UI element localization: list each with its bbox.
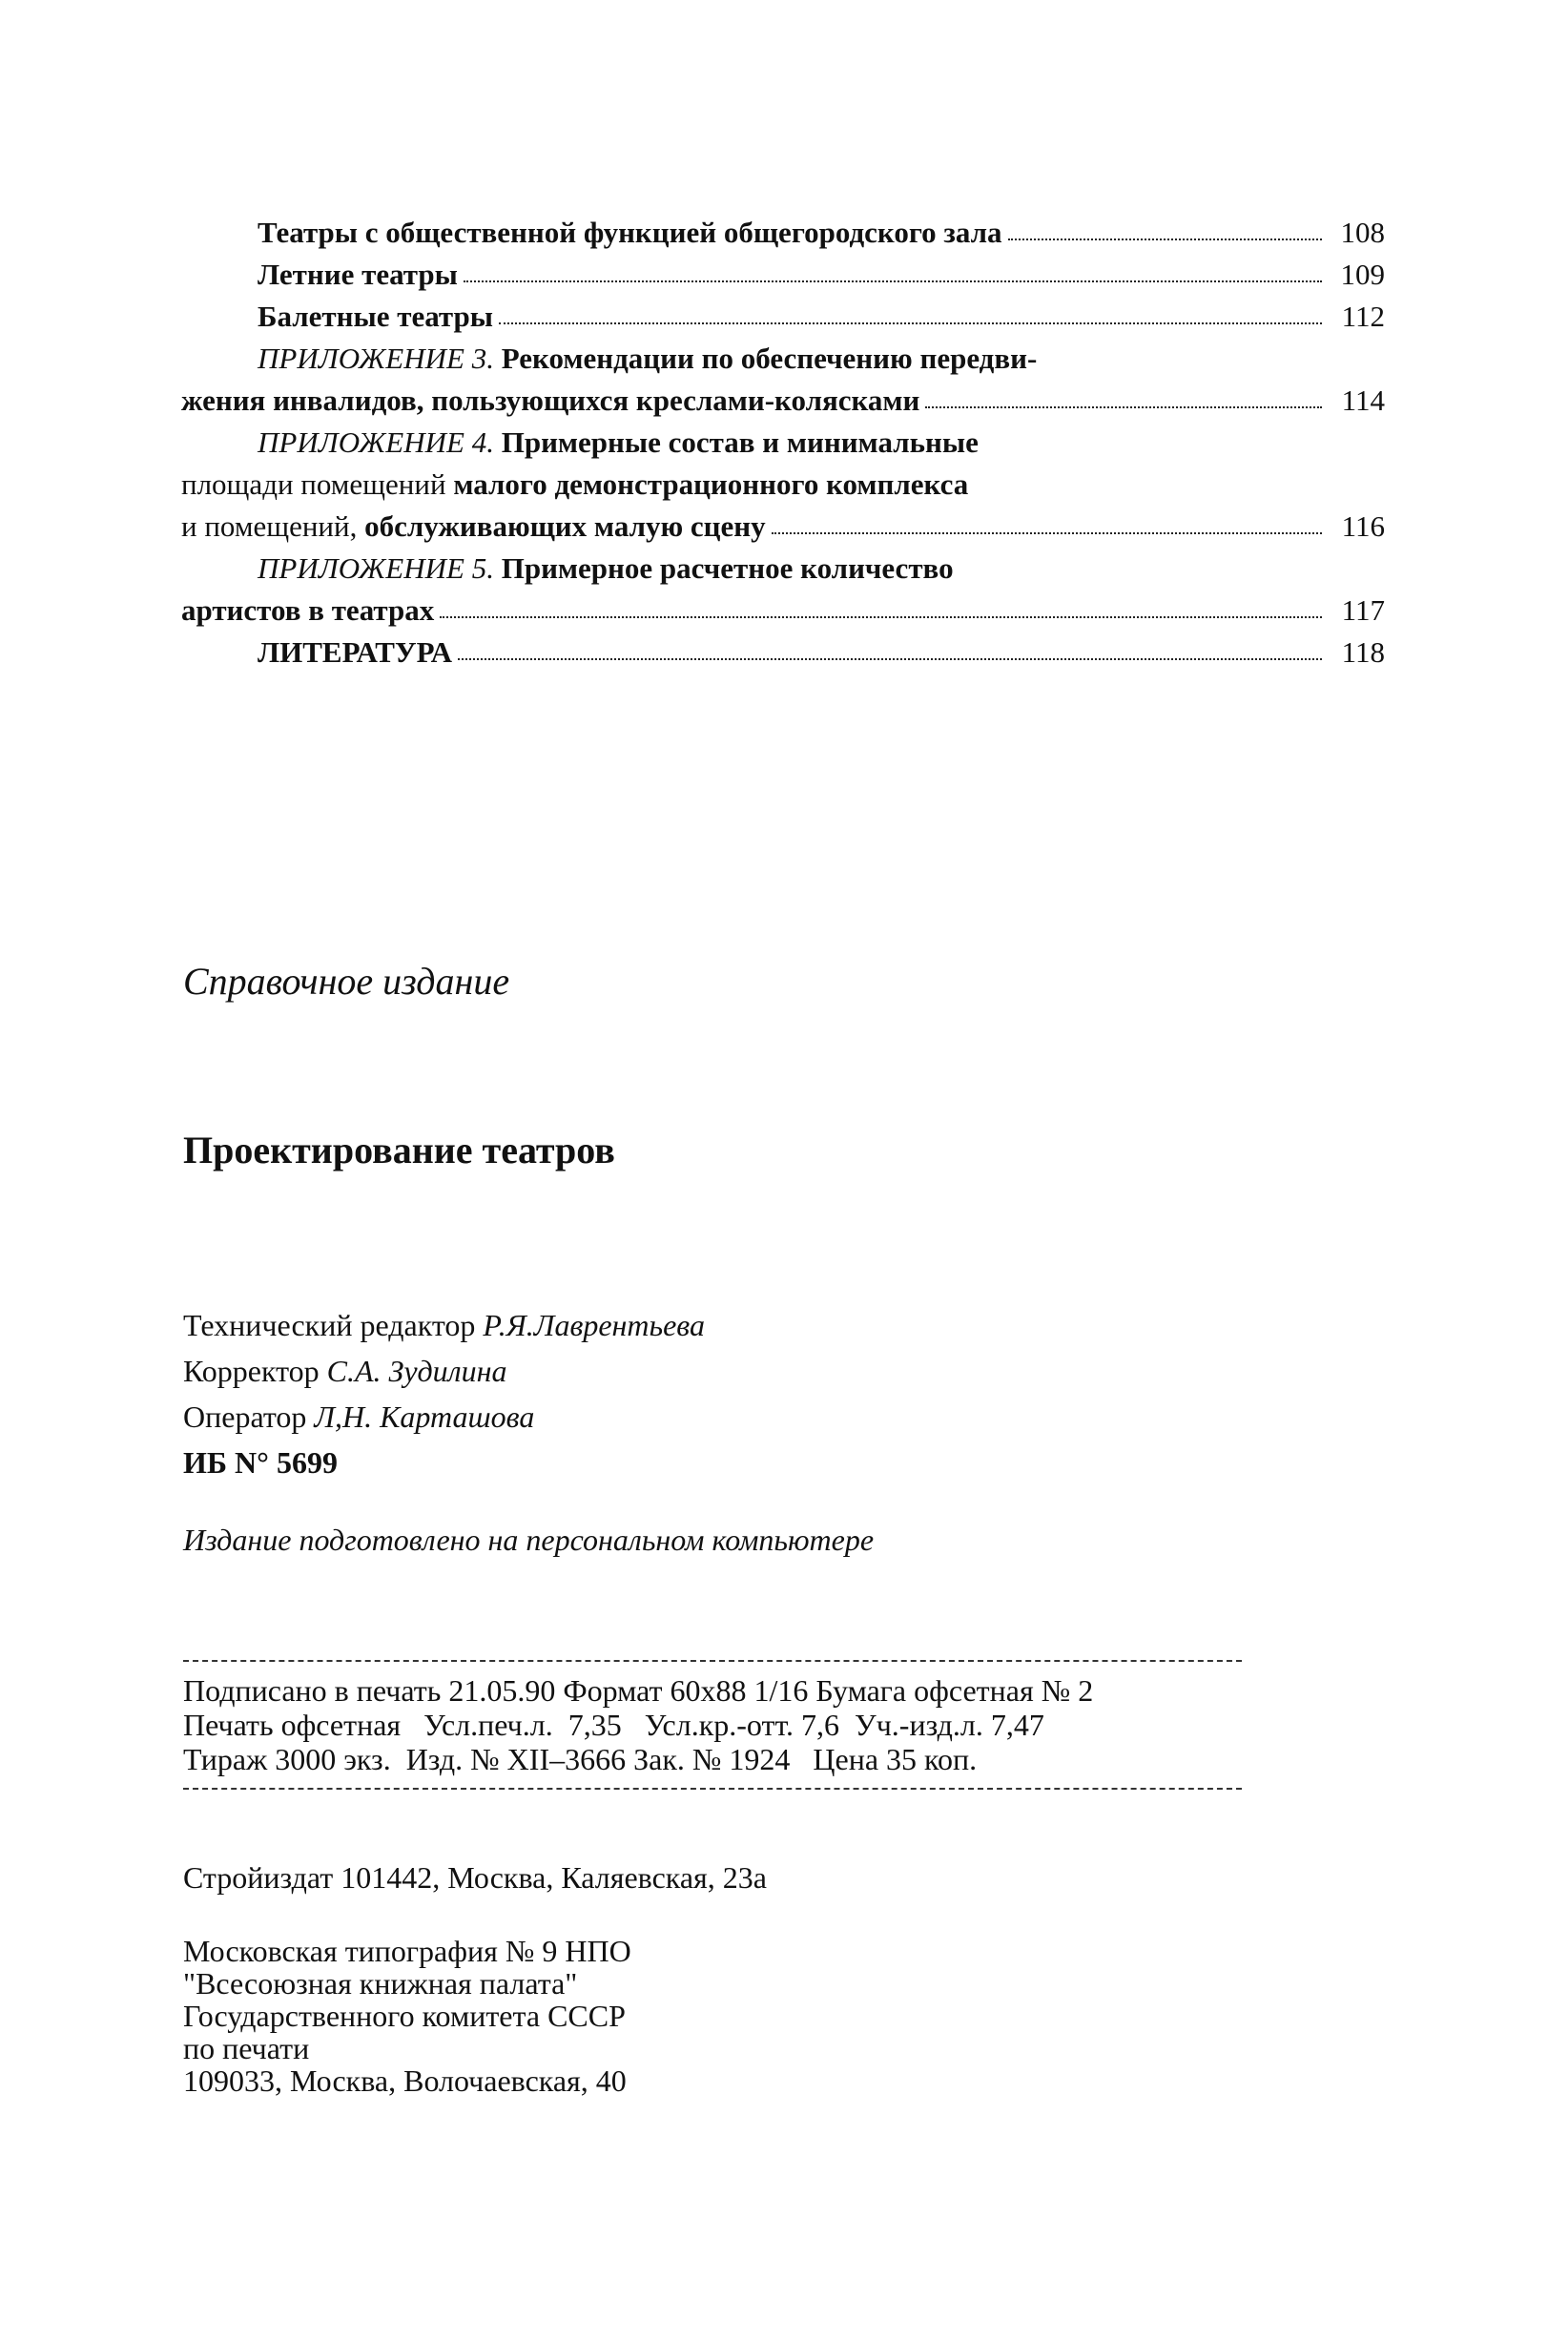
toc-entry-title: жения инвалидов, пользующихся креслами-колясками — [181, 384, 920, 417]
editorial-staff — [183, 1302, 705, 1485]
imprint-line: Печать офсетная Усл.печ.л. 7,35 Усл.кр.-отт. 7,6 Уч.-изд.л. 7,47 — [183, 1708, 1044, 1742]
toc-entry-title: Рекомендации по обеспечению передви- — [501, 342, 1038, 375]
toc-page-number: 117 — [1341, 593, 1385, 627]
appendix-label: ПРИЛОЖЕНИЕ 3. — [258, 342, 494, 375]
tech-editor-line — [183, 1302, 705, 1348]
leader-dots — [440, 616, 1322, 618]
toc-row — [181, 254, 1385, 296]
dashed-divider — [183, 1788, 1242, 1790]
toc-entry-title: ЛИТЕРАТУРА — [258, 635, 452, 669]
print-imprint — [183, 1660, 1242, 1790]
imprint-line: Подписано в печать 21.05.90 Формат 60х88 1/16 Бумага офсетная № 2 — [183, 1673, 1094, 1708]
toc-row — [181, 212, 1385, 254]
leader-dots — [458, 658, 1322, 660]
book-title: Проектирование театров — [183, 1129, 615, 1172]
reference-edition-label: Справочное издание — [183, 960, 510, 1003]
pc-prepared-note: Издание подготовлено на персональном компьютере — [183, 1523, 875, 1557]
person-name: Р.Я.Лаврентьева — [483, 1308, 705, 1342]
imprint-line: Тираж 3000 экз. Изд. № XII–3666 Зак. № 1924 Цена 35 коп. — [183, 1742, 978, 1776]
toc-page-number: 112 — [1341, 300, 1385, 333]
leader-dots — [772, 532, 1322, 534]
table-of-contents — [181, 212, 1385, 674]
toc-row — [181, 632, 1385, 674]
leader-dots — [1008, 238, 1322, 240]
toc-row — [181, 548, 1385, 590]
ib-number: ИБ N° 5699 — [183, 1445, 338, 1480]
toc-row — [181, 380, 1385, 422]
corrector-line — [183, 1348, 705, 1394]
toc-page-number: 108 — [1340, 216, 1385, 249]
toc-entry-title: Примерные состав и минимальные — [501, 425, 979, 459]
toc-entry-title: малого демонстрационного комплекса — [453, 467, 969, 501]
toc-row — [181, 338, 1385, 380]
toc-page-number: 109 — [1340, 258, 1385, 291]
toc-entry-title: Примерное расчетное количество — [501, 551, 954, 585]
printer-line: Московская типография № 9 НПО — [183, 1934, 631, 1968]
toc-entry-title: Летние театры — [258, 258, 458, 291]
role-label: Технический редактор — [183, 1308, 476, 1342]
printer-line: Государственного комитета СССР — [183, 1999, 626, 2033]
toc-entry-title: и помещений, — [181, 509, 358, 543]
printer-line: "Всесоюзная книжная палата" — [183, 1966, 578, 2001]
dashed-divider — [183, 1660, 1242, 1662]
toc-entry-title: площади помещений — [181, 467, 446, 501]
printer-line: 109033, Москва, Волочаевская, 40 — [183, 2063, 627, 2098]
appendix-label: ПРИЛОЖЕНИЕ 5. — [258, 551, 494, 585]
appendix-label: ПРИЛОЖЕНИЕ 4. — [258, 425, 494, 459]
publisher-address: Стройиздат 101442, Москва, Каляевская, 23а — [183, 1860, 767, 1895]
toc-page-number: 114 — [1341, 384, 1385, 417]
toc-row — [181, 590, 1385, 632]
toc-entry-title: артистов в театрах — [181, 593, 435, 627]
toc-entry-title: Балетные театры — [258, 300, 493, 333]
person-name: Л,Н. Карташова — [314, 1400, 535, 1434]
leader-dots — [925, 406, 1322, 408]
role-label: Корректор — [183, 1354, 320, 1388]
leader-dots — [464, 280, 1322, 282]
toc-row — [181, 464, 1385, 506]
toc-entry-title: обслуживающих малую сцену — [364, 509, 766, 543]
toc-row — [181, 422, 1385, 464]
person-name: С.А. Зудилина — [326, 1354, 507, 1388]
leader-dots — [499, 322, 1322, 324]
toc-entry-title: Театры с общественной функцией общегородского зала — [258, 216, 1002, 249]
toc-row — [181, 296, 1385, 338]
toc-page-number: 118 — [1341, 635, 1385, 669]
printer-info — [183, 1935, 631, 2097]
printer-line: по печати — [183, 2031, 310, 2065]
toc-page-number: 116 — [1341, 509, 1385, 543]
operator-line — [183, 1394, 705, 1440]
role-label: Оператор — [183, 1400, 307, 1434]
toc-row — [181, 506, 1385, 548]
